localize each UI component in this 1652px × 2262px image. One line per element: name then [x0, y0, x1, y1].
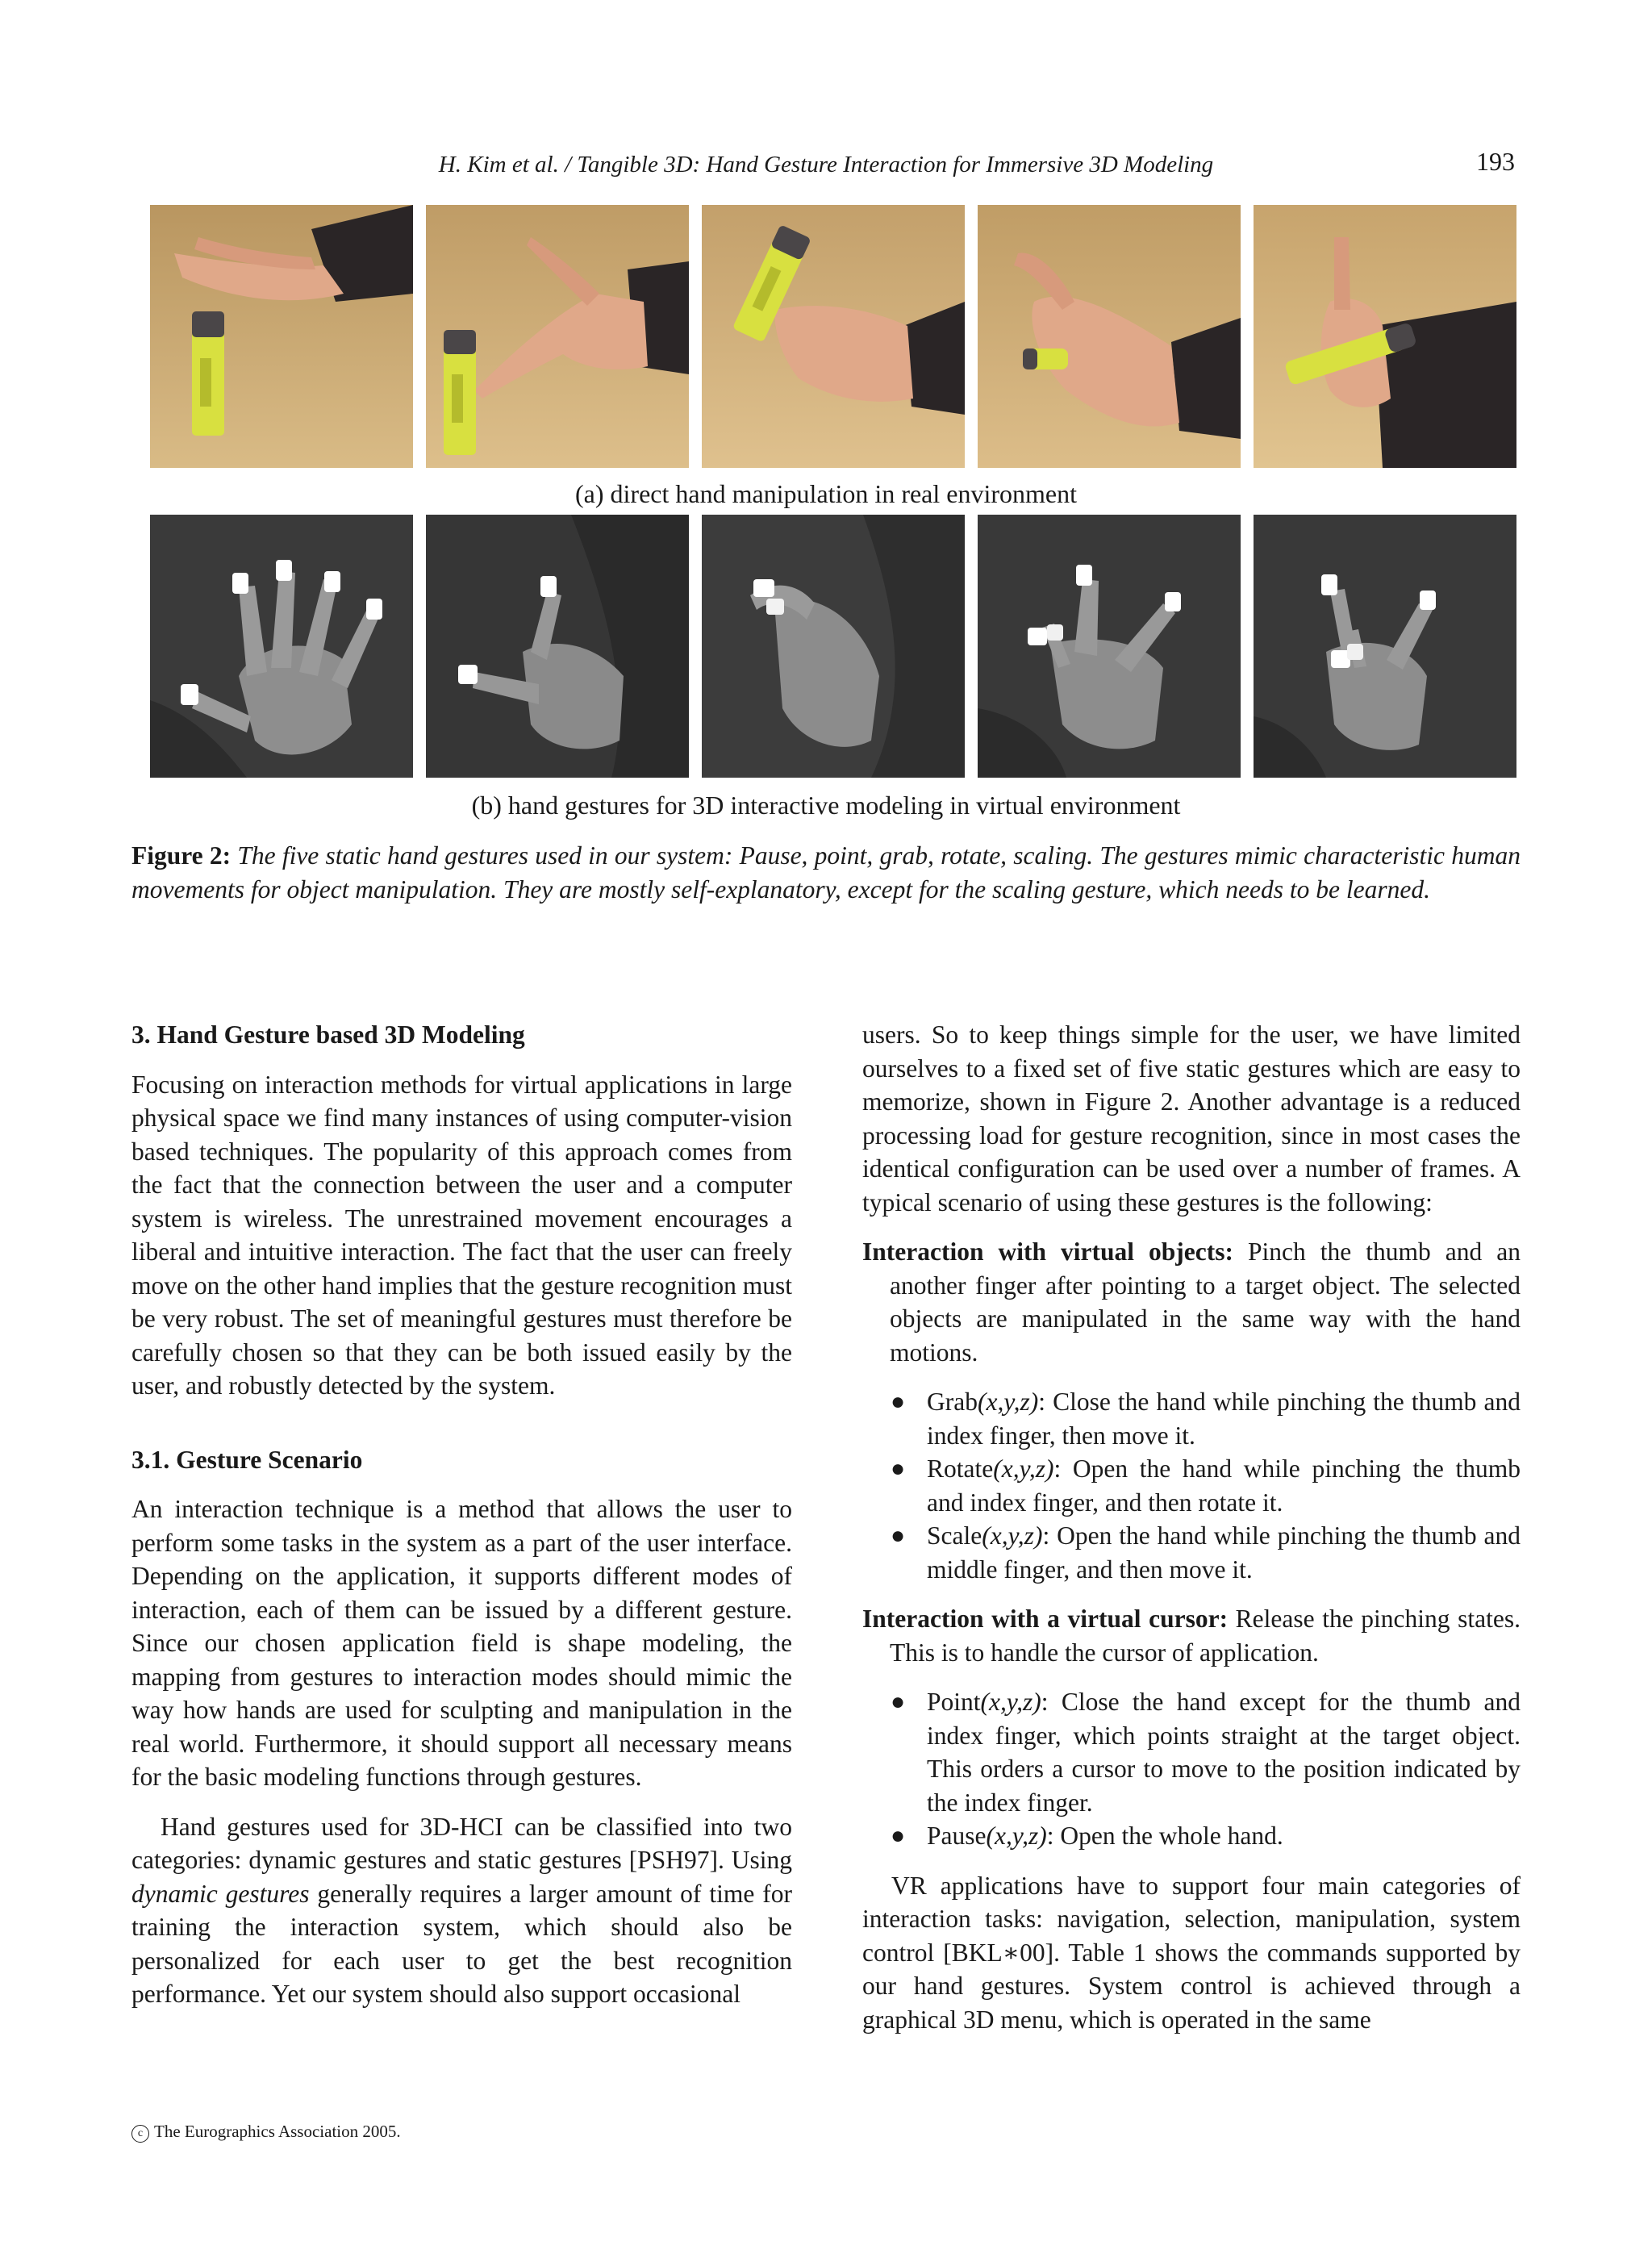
paragraph-scenario: An interaction technique is a method that allows the user to perform some tasks in the system as a part of the user interface. Depending on the application, it supports different modes of interaction, each of them can be issued by a different gesture. Since our chosen application field is shape modeling, the mapping from gestures to interaction modes should mimic the way how hands are used for sculpting and manipulation in the real world. Furthermore, it should support all necessary means for the basic modeling functions through gestures.	[131, 1495, 792, 1791]
figure-caption-text: The five static hand gestures used in our system: Pause, point, grab, rotate, scaling. The gestures mimic characteristic human movements for object manipulation. They are mostly self-explanatory, except for the scaling gesture, which needs to be learned.	[131, 841, 1521, 904]
para3-emphasis: dynamic gestures	[131, 1879, 310, 1908]
gesture-args: (x,y,z)	[982, 1521, 1043, 1550]
subsection-heading: 3.1. Gesture Scenario	[131, 1445, 363, 1474]
interaction-cursor-text: Release the pinching states. This is to handle the cursor of application.	[890, 1605, 1521, 1667]
running-header: H. Kim et al. / Tangible 3D: Hand Gesture Interaction for Immersive 3D Modeling	[438, 152, 1214, 177]
gesture-name: Scale	[927, 1521, 982, 1550]
copyright-icon: c	[131, 2125, 149, 2143]
page-number: 193	[1476, 147, 1515, 176]
gesture-desc: : Close the hand while pinching the thumb and index finger, then move it.	[927, 1388, 1521, 1450]
section-heading: 3. Hand Gesture based 3D Modeling	[131, 1020, 525, 1049]
list-item-pause	[862, 1819, 1521, 1853]
figure-ir-rotate	[978, 515, 1241, 778]
figure-photo-a1	[150, 205, 413, 468]
paragraph-static-gestures: users. So to keep things simple for the user, we have limited ourselves to a fixed set of five static gestures which are easy to memorize, shown in Figure 2. Another advantage is a reduced processing load for gesture recognition, since in most cases the identical configuration can be used over a number of frames. A typical scenario of using these gestures is the following:	[862, 1020, 1521, 1217]
paragraph-intro: Focusing on interaction methods for virtual applications in large physical space we find many instances of using computer-vision based techniques. The popularity of this approach comes from the fact that the connection between the user and a computer system is wireless. The unrestrained movement encourages a liberal and intuitive interaction. The fact that the user can freely move on the other hand implies that the gesture recognition must be very robust. The set of meaningful gestures must therefore be carefully chosen so that they can be both issued easily by the user, and robustly detected by the system.	[131, 1070, 792, 1400]
gesture-desc: : Open the hand while pinching the thumb and middle finger, and then move it.	[927, 1521, 1521, 1584]
cursor-gesture-list	[862, 1685, 1521, 1853]
para3-end: generally requires a larger amount of time for training the interaction system, which should also be personalized for each user to get the best recognition performance. Yet our system should also support occasional	[131, 1879, 792, 2008]
figure-photo-a2	[426, 205, 689, 468]
bullet-icon: ●	[891, 1388, 906, 1415]
interaction-objects-item	[862, 1235, 1521, 1369]
list-item-rotate	[862, 1452, 1521, 1519]
gesture-name: Point	[927, 1688, 981, 1716]
right-column	[862, 1018, 1521, 2036]
figure-ir-point	[426, 515, 689, 778]
gesture-desc: : Open the whole hand.	[1046, 1822, 1283, 1850]
paragraph-gesture-types	[131, 1810, 792, 2011]
bullet-icon: ●	[891, 1822, 906, 1849]
figure-ir-grab	[702, 515, 965, 778]
list-item-point	[862, 1685, 1521, 1819]
figure-ir-pause	[150, 515, 413, 778]
gesture-name: Rotate	[927, 1454, 994, 1483]
gesture-desc: : Open the hand while pinching the thumb and index finger, and then rotate it.	[927, 1454, 1521, 1517]
list-item-grab	[862, 1385, 1521, 1452]
bullet-icon: ●	[891, 1522, 906, 1549]
object-gesture-list	[862, 1385, 1521, 1586]
gesture-args: (x,y,z)	[977, 1388, 1039, 1416]
gesture-name: Pause	[927, 1822, 987, 1850]
interaction-objects-text: Pinch the thumb and an another finger after pointing to a target object. The selected objects are manipulated in the same way with the hand motions.	[890, 1237, 1521, 1367]
figure-caption-label: Figure 2:	[131, 841, 232, 870]
gesture-name: Grab	[927, 1388, 978, 1416]
bullet-icon: ●	[891, 1455, 906, 1482]
gesture-desc: : Close the hand except for the thumb and index finger, which points straight at the target object. This orders a cursor to move to the position indicated by the index finger.	[927, 1688, 1521, 1817]
subcaption-a: (a) direct hand manipulation in real environment	[575, 479, 1077, 508]
figure-photo-a4	[978, 205, 1241, 468]
subcaption-b: (b) hand gestures for 3D interactive modeling in virtual environment	[471, 791, 1181, 820]
interaction-cursor-item	[862, 1602, 1521, 1669]
gesture-args: (x,y,z)	[993, 1454, 1054, 1483]
gesture-args: (x,y,z)	[980, 1688, 1041, 1716]
figure-ir-scale	[1254, 515, 1516, 778]
gesture-args: (x,y,z)	[986, 1822, 1047, 1850]
copyright-text: The Eurographics Association 2005.	[154, 2122, 401, 2141]
left-column	[131, 1018, 792, 2011]
copyright-footer	[131, 2120, 401, 2143]
figure-photo-a5	[1254, 205, 1516, 468]
figure-photo-a3	[702, 205, 965, 468]
interaction-objects-label: Interaction with virtual objects:	[862, 1237, 1233, 1266]
paragraph-vr-tasks: VR applications have to support four main categories of interaction tasks: navigation, selection, manipulation, system control [BKL∗00]. Table 1 shows the commands supported by our hand gestures. System control is achieved through a graphical 3D menu, which is operated in the same	[862, 1871, 1521, 2034]
list-item-scale	[862, 1519, 1521, 1586]
bullet-icon: ●	[891, 1688, 906, 1715]
figure-caption	[131, 839, 1521, 907]
para3-start: Hand gestures used for 3D-HCI can be classified into two categories: dynamic gestures and static gestures [PSH97]. Using	[131, 1812, 792, 1874]
interaction-cursor-label: Interaction with a virtual cursor:	[862, 1605, 1229, 1633]
